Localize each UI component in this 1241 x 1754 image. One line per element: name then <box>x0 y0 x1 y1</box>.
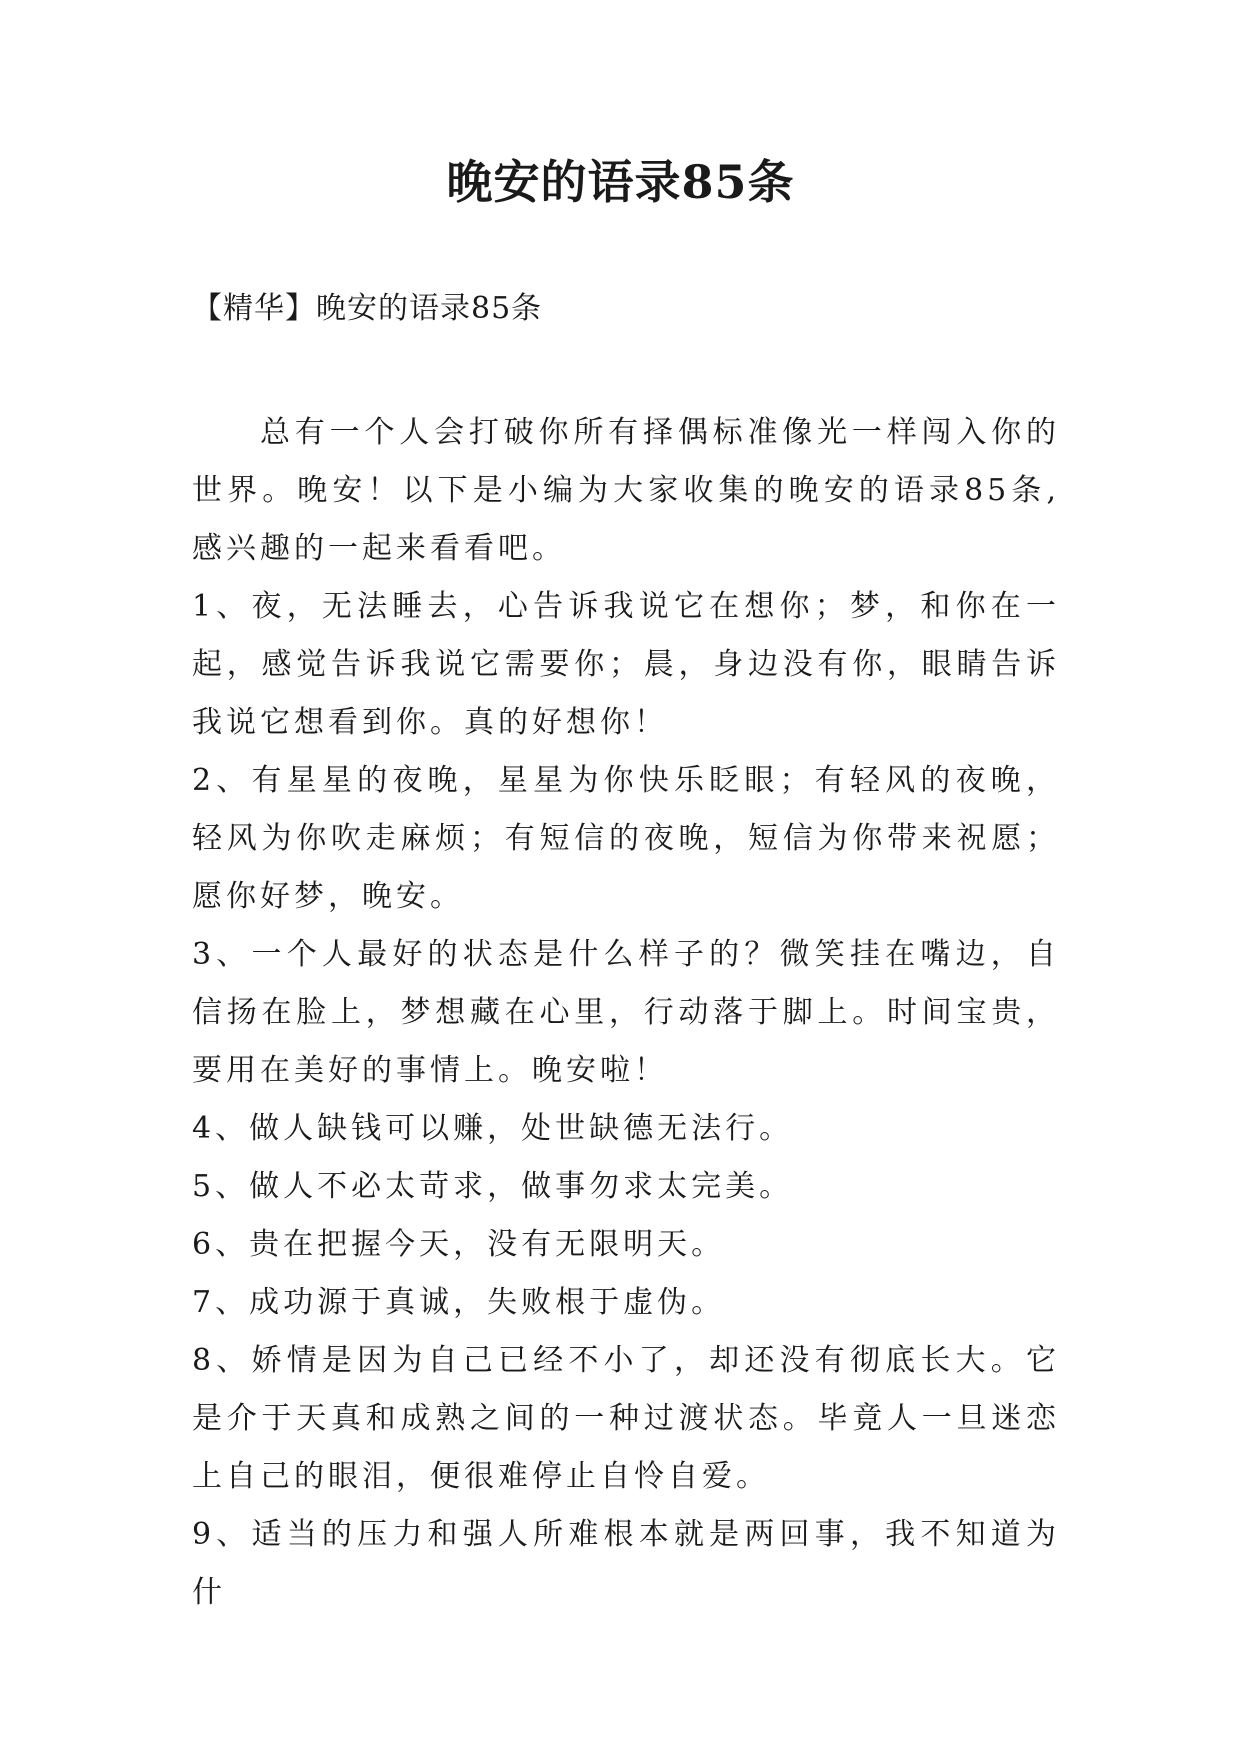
document-subtitle: 【精华】晚安的语录85条 <box>192 291 543 326</box>
list-item: 8、娇情是因为自己已经不小了，却还没有彻底长大。它是介于天真和成熟之间的一种过渡状态。毕竟人一旦迷恋上自己的眼泪，便很难停止自怜自爱。 <box>192 1343 1060 1494</box>
list-item: 9、适当的压力和强人所难根本就是两回事，我不知道为什 <box>192 1517 1060 1610</box>
list-item: 5、做人不必太苛求，做事勿求太完美。 <box>192 1169 794 1204</box>
list-item: 7、成功源于真诚，失败根于虚伪。 <box>192 1285 726 1320</box>
list-item: 2、有星星的夜晚，星星为你快乐眨眼；有轻风的夜晚，轻风为你吹走麻烦；有短信的夜晚，短信为你带来祝愿；愿你好梦，晚安。 <box>192 763 1060 914</box>
list-item: 3、一个人最好的状态是什么样子的？微笑挂在嘴边，自信扬在脸上，梦想藏在心里，行动落于脚上。时间宝贵，要用在美好的事情上。晚安啦！ <box>192 937 1060 1088</box>
list-item: 6、贵在把握今天，没有无限明天。 <box>192 1227 726 1262</box>
list-item: 1、夜，无法睡去，心告诉我说它在想你；梦，和你在一起，感觉告诉我说它需要你；晨，身边没有你，眼睛告诉我说它想看到你。真的好想你！ <box>192 589 1060 740</box>
intro-paragraph: 总有一个人会打破你所有择偶标准像光一样闯入你的世界。晚安！以下是小编为大家收集的晚安的语录85条,感兴趣的一起来看看吧。 <box>192 415 1060 566</box>
document-title: 晚安的语录85条 <box>446 155 795 209</box>
list-item: 4、做人缺钱可以赚，处世缺德无法行。 <box>192 1111 794 1146</box>
document-body <box>192 404 1060 1622</box>
